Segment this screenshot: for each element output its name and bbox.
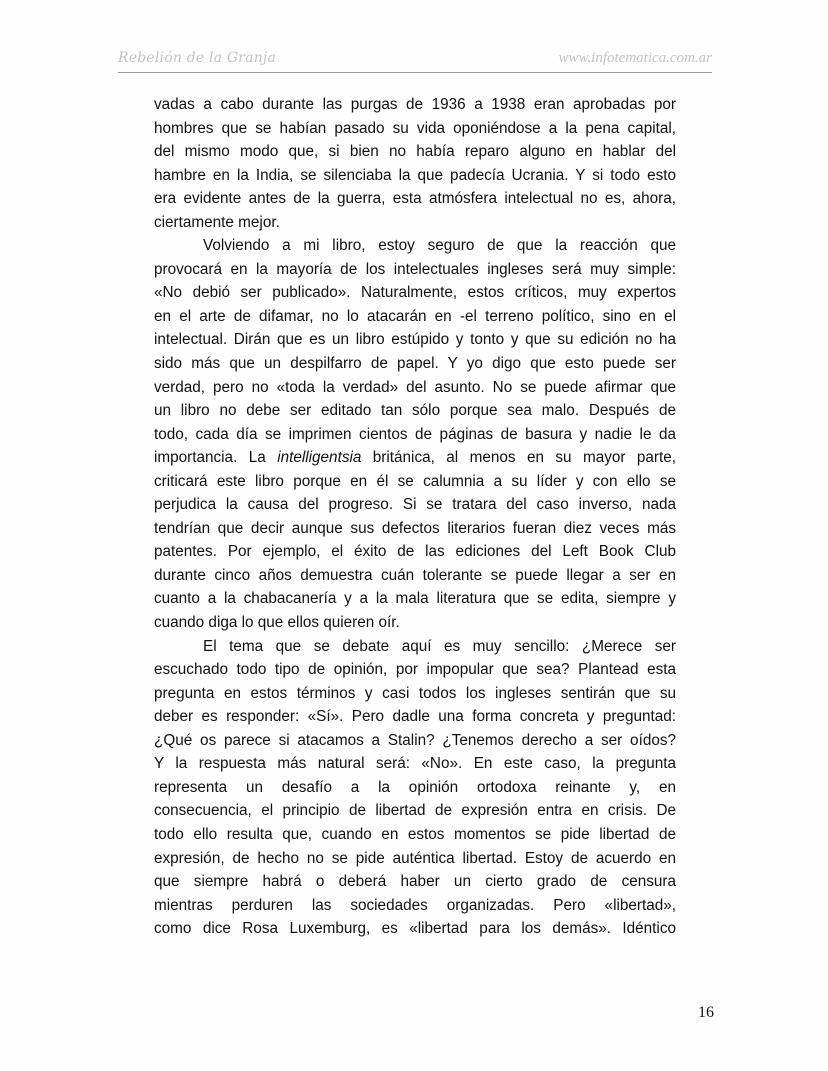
text-line: cuanto a la chabacanería y a la mala literatura que se edita, siempre y: [154, 590, 676, 608]
body-text: [154, 93, 676, 941]
text-run: británica, al menos en su mayor parte,: [361, 449, 676, 467]
header-book-title: Rebelión de la Granja: [118, 50, 277, 66]
text-line: ciertamente mejor.: [154, 213, 280, 231]
text-line: en el arte de difamar, no lo atacarán en -el terreno político, sino en el: [154, 307, 676, 325]
text-line: tendrían que decir aunque sus defectos literarios fueran diez veces más: [154, 519, 676, 537]
text-run: importancia. La: [154, 449, 278, 467]
text-line: que siempre habrá o deberá haber un cierto grado de censura: [154, 873, 676, 891]
text-line: expresión, de hecho no se pide auténtica libertad. Estoy de acuerdo en: [154, 849, 676, 867]
text-line: representa un desafío a la opinión ortodoxa reinante y, en: [154, 778, 676, 796]
text-line: consecuencia, el principio de libertad de expresión entra en crisis. De: [154, 802, 676, 820]
text-line: sido más que un despilfarro de papel. Y yo digo que esto puede ser: [154, 355, 676, 373]
text-line: criticará este libro porque en él se calumnia a su líder y con ello se: [154, 472, 676, 490]
text-line: provocará en la mayoría de los intelectuales ingleses será muy simple:: [154, 260, 676, 278]
text-line: hombres que se habían pasado su vida oponiéndose a la pena capital,: [154, 119, 676, 137]
page-header: [118, 48, 712, 73]
text-line: patentes. Por ejemplo, el éxito de las ediciones del Left Book Club: [154, 543, 676, 561]
text-line: era evidente antes de la guerra, esta atmósfera intelectual no es, ahora,: [154, 190, 676, 208]
text-line: un libro no debe ser editado tan sólo porque sea malo. Después de: [154, 402, 676, 420]
text-line: verdad, pero no «toda la verdad» del asunto. No se puede afirmar que: [154, 378, 676, 396]
text-line: Y la respuesta más natural será: «No». En este caso, la pregunta: [154, 755, 676, 773]
text-line: pregunta en estos términos y casi todos los ingleses sentirán que su: [154, 684, 676, 702]
text-line: mientras perduren las sociedades organizadas. Pero «libertad»,: [154, 896, 676, 914]
text-line: Volviendo a mi libro, estoy seguro de que la reacción que: [203, 237, 676, 255]
text-line: todo ello resulta que, cuando en estos momentos se pide libertad de: [154, 825, 676, 843]
text-line: como dice Rosa Luxemburg, es «libertad para los demás». Idéntico: [154, 920, 676, 938]
text-line: vadas a cabo durante las purgas de 1936 a 1938 eran aprobadas por: [154, 96, 676, 113]
text-line: [154, 446, 676, 470]
italic-term: intelligentsia: [277, 449, 362, 467]
text-line: intelectual. Dirán que es un libro estúpido y tonto y que su edición no ha: [154, 331, 676, 349]
text-line: «No debió ser publicado». Naturalmente, estos críticos, muy expertos: [154, 284, 676, 302]
text-line: del mismo modo que, si bien no había reparo alguno en hablar del: [154, 143, 676, 161]
header-website: www.infotematica.com.ar: [558, 50, 712, 66]
text-line: perjudica la causa del progreso. Si se tratara del caso inverso, nada: [154, 496, 676, 514]
page-number: 16: [698, 1004, 714, 1021]
text-line: El tema que se debate aquí es muy sencillo: ¿Merece ser: [203, 637, 676, 655]
text-line: cuando diga lo que ellos quieren oír.: [154, 614, 400, 632]
text-line: ¿Qué os parece si atacamos a Stalin? ¿Tenemos derecho a ser oídos?: [154, 731, 676, 749]
text-line: deber es responder: «Sí». Pero dadle una forma concreta y preguntad:: [154, 708, 676, 726]
text-line: durante cinco años demuestra cuán tolerante se puede llegar a ser en: [154, 566, 676, 584]
text-line: escuchado todo tipo de opinión, por impopular que sea? Plantead esta: [154, 661, 676, 679]
text-line: todo, cada día se imprimen cientos de páginas de basura y nadie le da: [154, 425, 676, 443]
text-line: hambre en la India, se silenciaba la que padecía Ucrania. Y si todo esto: [154, 166, 676, 184]
